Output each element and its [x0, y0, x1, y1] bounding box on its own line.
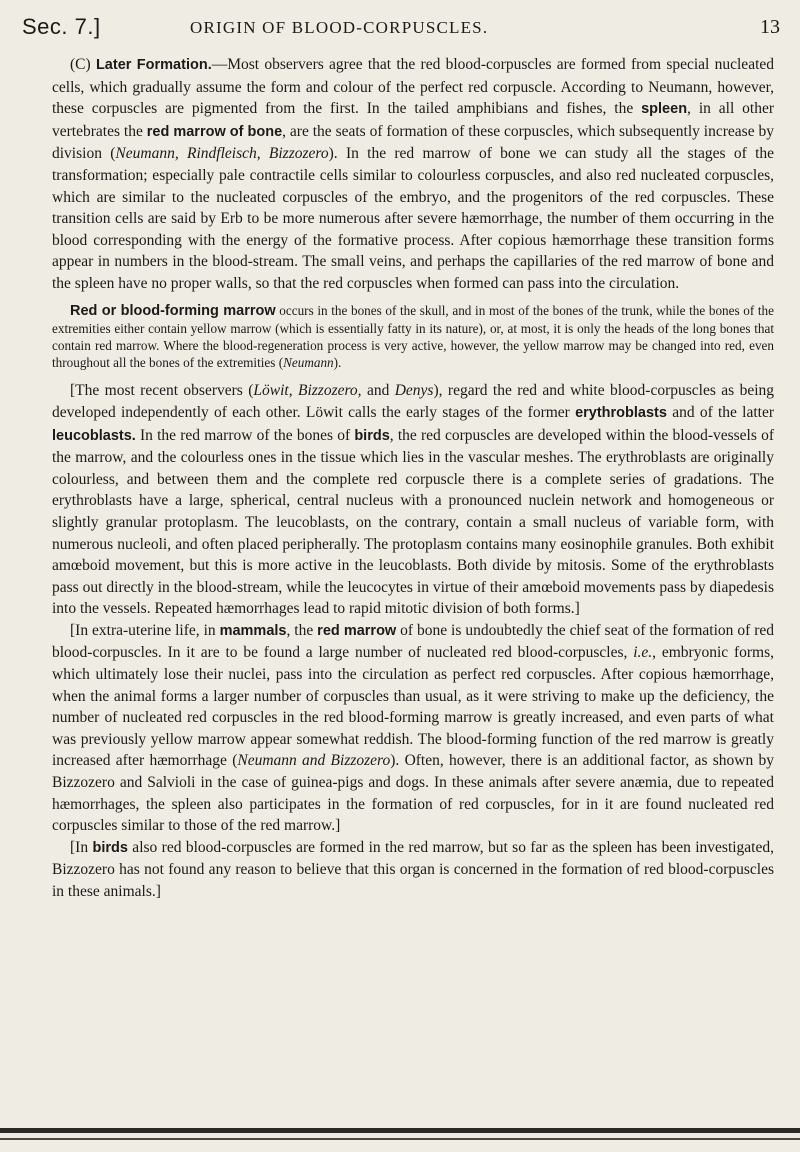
page-number: 13 [760, 16, 780, 38]
text-run: , in all other vertebrates the [52, 100, 774, 140]
text-run: , the red corpuscles are developed within the blood-vessels of the marrow, and the colourless ones in the tissue which lies in the vascular meshes. The erythroblasts are originally colourless, and between them and the complete red corpuscle there is a complete series of gradations. The erythroblasts have a large, spherical, central nucleus with a pronounced nuclein network and homogeneous or slightly granular protoplasm. The leucoblasts, on the contrary, contain a small nucleus of variable form, with numerous nucleoli, and often placed peripherally. The protoplasm contains many eosinophile granules. Both exhibit amœboid movement, but this is more active in the leucoblasts. Both divide by mitosis. Some of the erythroblasts pass out directly in the blood-stream, while the leucocytes in virtue of their amœboid movements pass by diapedesis into the vessels. Repeated hæmorrhages lead to rapid mitotic division of both forms.] [52, 426, 775, 618]
text-run: , the [286, 621, 318, 639]
text-run: [In [70, 838, 93, 856]
bold-term: red marrow [317, 622, 397, 639]
italic-citation: Denys [394, 382, 434, 400]
running-title: ORIGIN OF BLOOD-CORPUSCLES. [190, 18, 489, 37]
bold-term: leucoblasts. [52, 427, 136, 444]
bold-term: erythroblasts [575, 404, 667, 421]
text-run: also red blood-corpuscles are formed in the red marrow, but so far as the spleen has been investigated, Bizzozero has not found any reason to believe that this organ is concerned in the formation of red blood-corpuscles in these animals.] [52, 838, 774, 900]
text-run: ). [333, 355, 342, 371]
italic-citation: Löwit, Bizzozero, [253, 382, 362, 400]
text-run: of bone is undoubtedly the chief seat of the formation of red blood-corpuscles. In it are to be found a large number of nucleated red blood-corpuscles, [52, 621, 774, 662]
paragraph [52, 620, 774, 837]
italic-citation: Neumann and Bizzozero [237, 752, 391, 770]
bold-term: Red or blood-forming marrow [70, 302, 276, 319]
book-page [22, 14, 780, 903]
text-run: —Most observers agree that the red blood-corpuscles are formed from special nucleated cells, which gradually assume the form and colour of the perfect red corpuscle. According to Neumann, however, these corpuscles are pigmented from the first. In the tailed amphibians and fishes, the [52, 56, 775, 118]
text-run: ). In the red marrow of bone we can study all the stages of the transformation; especially pale contractile cells similar to colourless corpuscles, and also red nucleated corpuscles, which are similar to the nucleated corpuscles of the embryo, and the progenitors of the red corpuscles. These transition cells are said by Erb to be more numerous after severe hæmorrhage, the number of them occurring in the blood corresponding with the energy of the formative process. After copious hæmorrhage these transition forms appear in numbers in the blood-stream. The small veins, and perhaps the capillaries of the red marrow of bone and the spleen have no proper walls, so that the red corpuscles when formed can pass into the circulation. [52, 145, 775, 292]
text-run: and [361, 382, 395, 400]
bold-term: spleen [641, 101, 688, 118]
paragraph [52, 380, 774, 620]
text-run: In the red marrow of the bones of [135, 426, 355, 444]
text-run: , embryonic forms, which ultimately lose their nuclei, pass into the circulation as perfect red corpuscles. After copious hæmorrhage, when the animal forms a larger number of corpuscles than usual, as it were striving to make up the deficiency, the number of nucleated red corpuscles in the red blood-forming marrow is greatly increased, and even parts of what was previously yellow marrow appear somewhat reddish. The blood-forming function of the red marrow is greatly increased after hæmorrhage ( [52, 644, 774, 770]
italic-citation: Neumann [283, 355, 334, 371]
text-run: (C) [70, 56, 96, 73]
text-run: , are the seats of formation of these corpuscles, which subsequently increase by division ( [52, 122, 774, 163]
text-run: and of the latter [666, 403, 774, 421]
bold-term: birds [92, 839, 128, 856]
paragraph [52, 54, 774, 295]
italic-citation: i.e. [633, 644, 653, 662]
text-run: ). Often, however, there is an additional factor, as shown by Bizzozero and Salvioli in the case of guinea-pigs and dogs. In these animals after severe anæmia, due to repeated hæmorrhages, the spleen also participates in the formation of red corpuscles, for in it are found nucleated red corpuscles similar to those of the red marrow.] [52, 752, 774, 835]
bottom-rule [0, 1128, 800, 1133]
text-run: occurs in the bones of the skull, and in most of the bones of the trunk, while the bones of the extremities either contain yellow marrow (which is essentially fatty in its nature), or, at most, it is only the heads of the long bones that contain red marrow. Where the blood-regeneration process is very active, however, the yellow marrow may be changed into red, even throughout all the bones of the extremities ( [52, 302, 774, 371]
section-label: Sec. 7.] [22, 14, 101, 39]
paragraph [52, 837, 774, 903]
bold-term: red marrow of bone [146, 123, 283, 140]
body-text [52, 54, 774, 903]
text-run: [In extra-uterine life, in [70, 621, 220, 639]
paragraph [52, 302, 774, 372]
running-header [22, 14, 780, 48]
bold-term: Later Formation. [95, 57, 212, 73]
bold-term: mammals [219, 622, 287, 639]
italic-citation: Neumann, Rindfleisch, Bizzozero [115, 145, 329, 163]
bold-term: birds [354, 427, 390, 444]
text-run: [The most recent observers ( [70, 382, 254, 400]
text-run: ), regard the red and white blood-corpuscles as being developed independently of each other. Löwit calls the early stages of the former [52, 382, 774, 421]
bottom-rule-thin [0, 1138, 800, 1140]
